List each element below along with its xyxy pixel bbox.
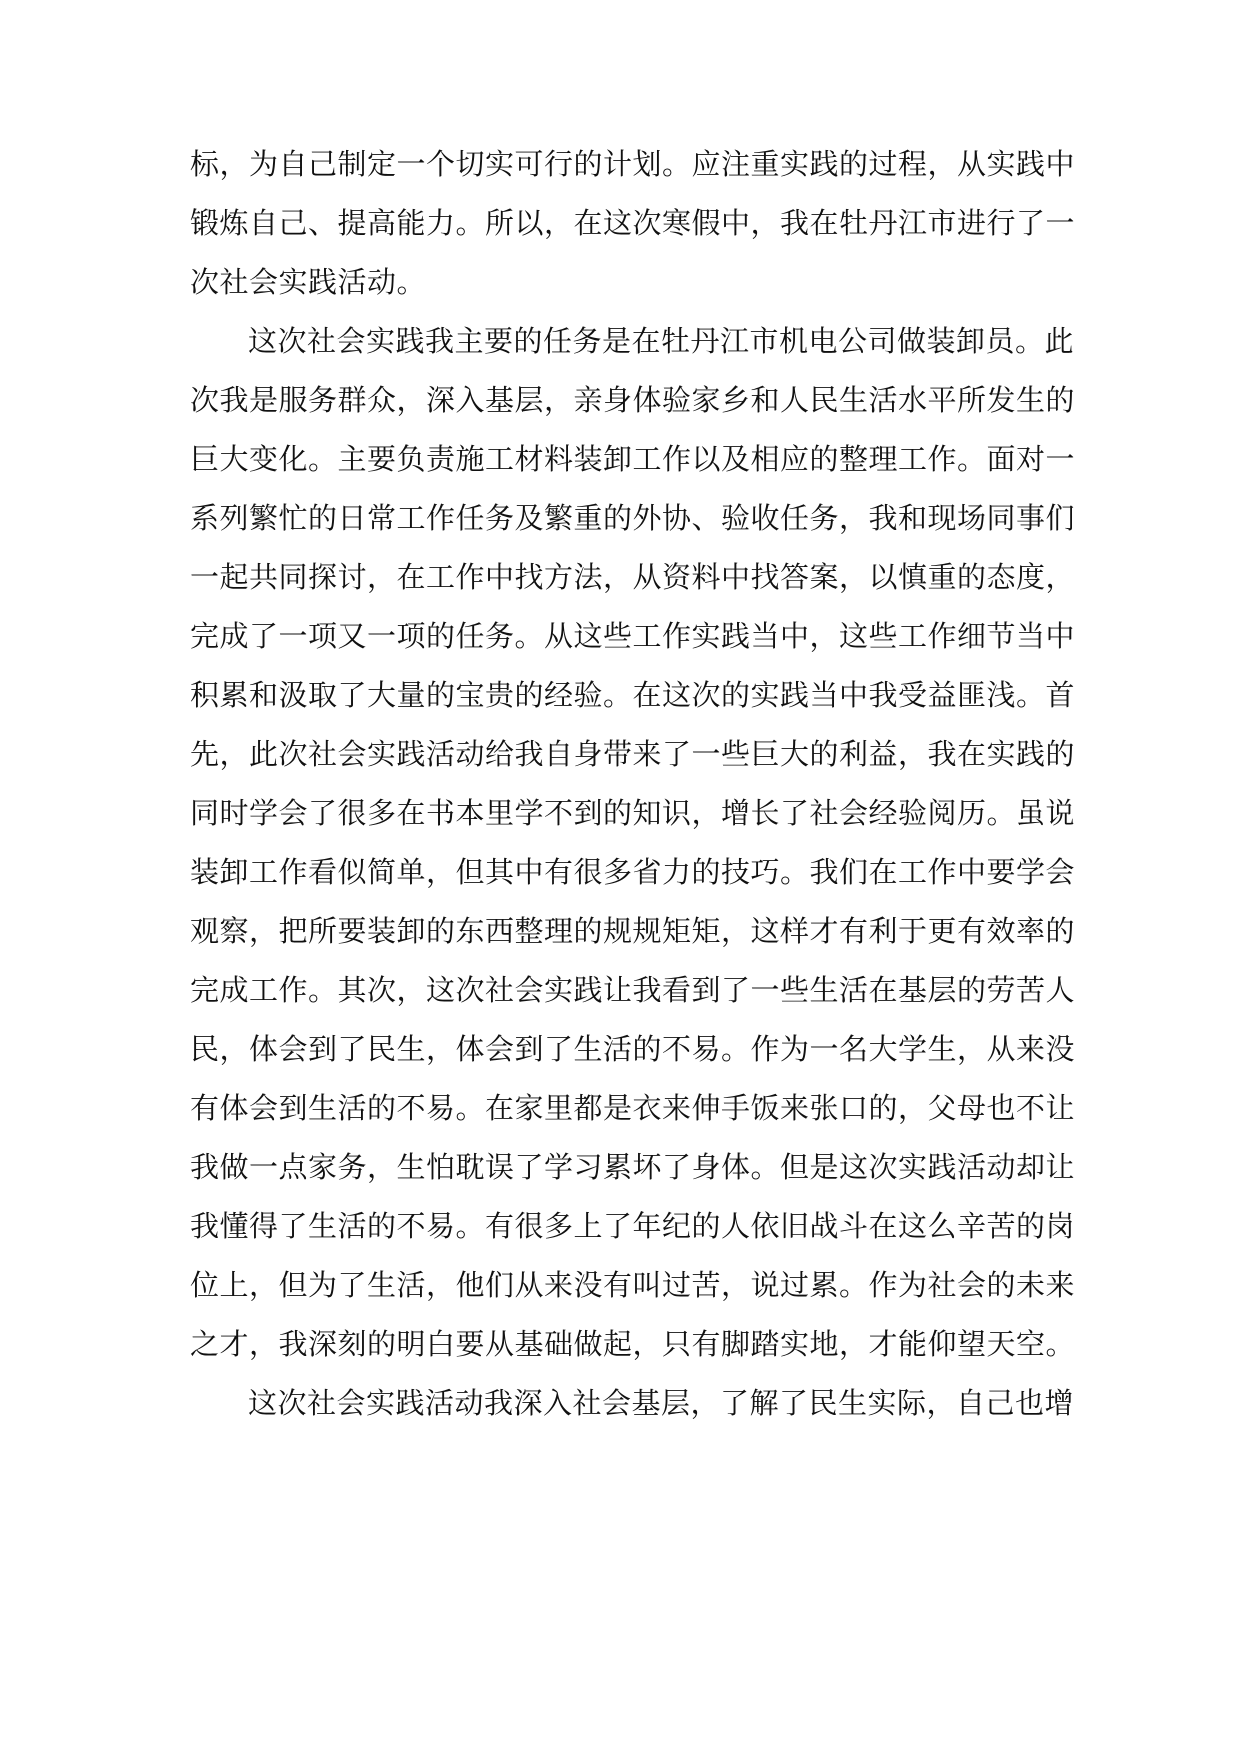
text-line-13: 装卸工作看似简单，但其中有很多省力的技巧。我们在工作中要学会 bbox=[190, 855, 1076, 889]
text-line-12: 同时学会了很多在书本里学不到的知识，增长了社会经验阅历。虽说 bbox=[190, 796, 1076, 830]
paragraph-start-line: 这次社会实践我主要的任务是在牡丹江市机电公司做装卸员。此 bbox=[248, 324, 1075, 358]
text-line-6: 巨大变化。主要负责施工材料装卸工作以及相应的整理工作。面对一 bbox=[190, 442, 1076, 476]
text-line-14: 观察，把所要装卸的东西整理的规规矩矩，这样才有利于更有效率的 bbox=[190, 914, 1076, 948]
text-line-5: 次我是服务群众，深入基层，亲身体验家乡和人民生活水平所发生的 bbox=[190, 383, 1076, 417]
text-line-19: 我懂得了生活的不易。有很多上了年纪的人依旧战斗在这么辛苦的岗 bbox=[190, 1209, 1076, 1243]
text-line-11: 先，此次社会实践活动给我自身带来了一些巨大的利益，我在实践的 bbox=[190, 737, 1076, 771]
text-line-15: 完成工作。其次，这次社会实践让我看到了一些生活在基层的劳苦人 bbox=[190, 973, 1076, 1007]
paragraph-start-line: 这次社会实践活动我深入社会基层，了解了民生实际，自己也增 bbox=[248, 1386, 1075, 1420]
text-line-20: 位上，但为了生活，他们从来没有叫过苦，说过累。作为社会的未来 bbox=[190, 1268, 1076, 1302]
text-line-8: 一起共同探讨，在工作中找方法，从资料中找答案，以慎重的态度， bbox=[190, 560, 1076, 594]
text-line-9: 完成了一项又一项的任务。从这些工作实践当中，这些工作细节当中 bbox=[190, 619, 1076, 653]
text-line-18: 我做一点家务，生怕耽误了学习累坏了身体。但是这次实践活动却让 bbox=[190, 1150, 1076, 1184]
text-line-7: 系列繁忙的日常工作任务及繁重的外协、验收任务，我和现场同事们 bbox=[190, 501, 1076, 535]
text-line-3: 次社会实践活动。 bbox=[190, 265, 427, 299]
text-line-10: 积累和汲取了大量的宝贵的经验。在这次的实践当中我受益匪浅。首 bbox=[190, 678, 1076, 712]
text-line-21: 之才，我深刻的明白要从基础做起，只有脚踏实地，才能仰望天空。 bbox=[190, 1327, 1076, 1361]
text-line-2: 锻炼自己、提高能力。所以，在这次寒假中，我在牡丹江市进行了一 bbox=[190, 206, 1076, 240]
text-line-1: 标，为自己制定一个切实可行的计划。应注重实践的过程，从实践中 bbox=[190, 147, 1076, 181]
text-line-17: 有体会到生活的不易。在家里都是衣来伸手饭来张口的，父母也不让 bbox=[190, 1091, 1076, 1125]
text-line-16: 民，体会到了民生，体会到了生活的不易。作为一名大学生，从来没 bbox=[190, 1032, 1076, 1066]
